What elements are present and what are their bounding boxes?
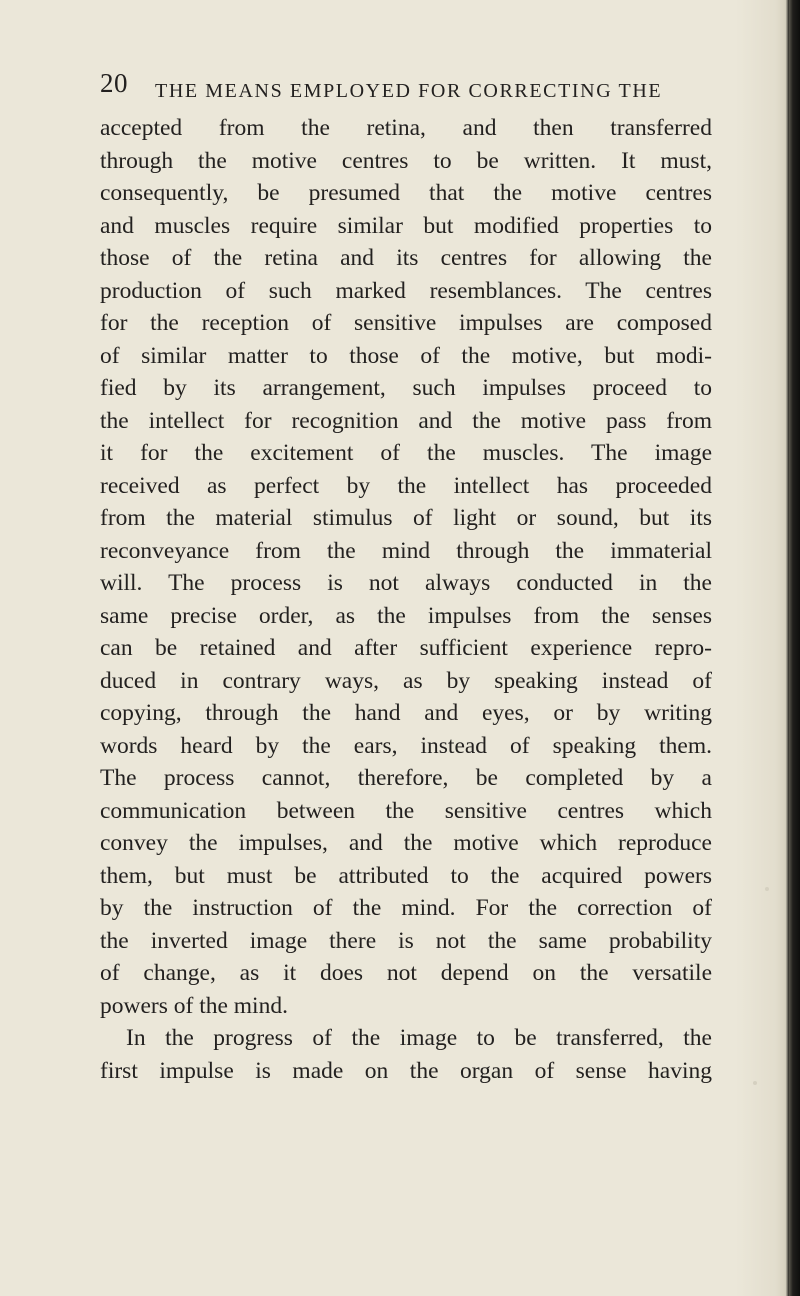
text-line: words heard by the ears, instead of speaking them. [100,732,712,759]
text-line: duced in contrary ways, as by speaking instead of [100,667,712,694]
running-head [100,68,720,108]
text-line: first impulse is made on the organ of sense having [100,1057,712,1084]
paper-speck [753,1081,757,1085]
text-line: and muscles require similar but modified properties to [100,212,712,239]
text-line: from the material stimulus of light or sound, but its [100,505,712,531]
text-line: reconveyance from the mind through the immaterial [100,537,712,564]
text-line: them, but must be attributed to the acquired powers [100,862,712,889]
text-line: same precise order, as the impulses from the senses [100,602,712,629]
page-number: 20 [100,68,128,98]
running-title: THE MEANS EMPLOYED FOR CORRECTING THE [155,80,663,102]
text-line: those of the retina and its centres for allowing the [100,245,712,271]
text-line: convey the impulses, and the motive which reproduce [100,830,712,856]
book-binding-edge [789,0,800,1296]
text-line: consequently, be presumed that the motive centres [100,180,712,206]
text-line: received as perfect by the intellect has proceeded [100,472,712,499]
text-line: through the motive centres to be written. It must, [100,147,712,174]
text-line: production of such marked resemblances. The centres [100,277,712,304]
text-line: fied by its arrangement, such impulses proceed to [100,375,712,401]
text-line: of change, as it does not depend on the versatile [100,960,712,986]
paragraph-end-line: powers of the mind. [100,992,288,1019]
text-line: copying, through the hand and eyes, or by writing [100,700,712,726]
text-line: the inverted image there is not the same probability [100,927,712,954]
text-line: of similar matter to those of the motive, but modi- [100,342,712,369]
paragraph-start-line: In the progress of the image to be transferred, the [126,1025,712,1051]
text-line: accepted from the retina, and then transferred [100,115,712,141]
text-line: communication between the sensitive centres which [100,797,712,824]
text-line: the intellect for recognition and the motive pass from [100,407,712,434]
text-line: by the instruction of the mind. For the correction of [100,895,712,921]
text-line: The process cannot, therefore, be completed by a [100,765,712,791]
paper-speck [765,887,769,891]
body-text [100,112,712,1087]
text-line: will. The process is not always conducted in the [100,570,712,596]
text-line: it for the excitement of the muscles. The image [100,440,712,466]
text-line: for the reception of sensitive impulses are composed [100,310,712,336]
text-line: can be retained and after sufficient experience repro- [100,635,712,661]
